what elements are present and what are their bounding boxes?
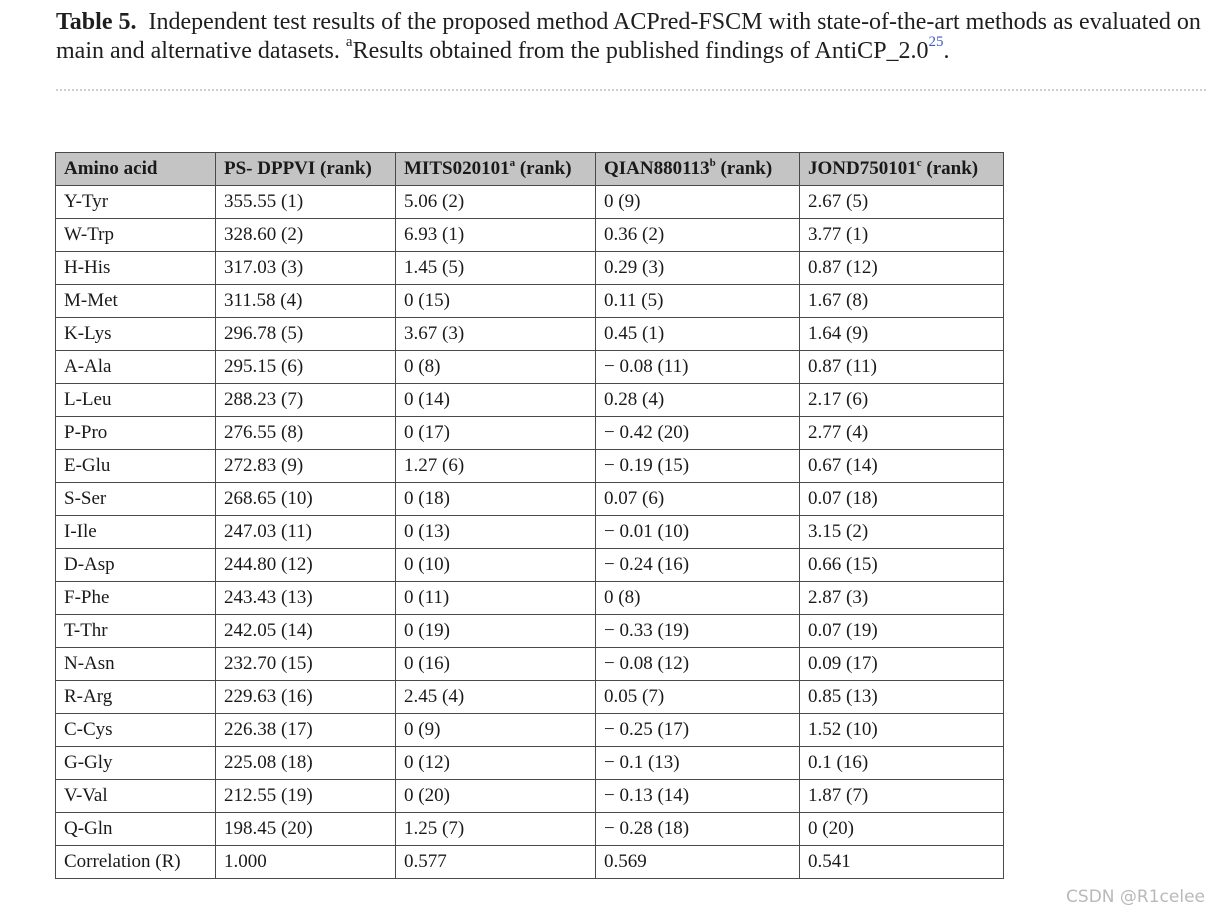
cell-amino-acid: I-Ile bbox=[56, 516, 216, 549]
cell-amino-acid: Correlation (R) bbox=[56, 846, 216, 879]
cell-mits020101: 0 (16) bbox=[396, 648, 596, 681]
cell-amino-acid: T-Thr bbox=[56, 615, 216, 648]
cell-amino-acid: D-Asp bbox=[56, 549, 216, 582]
table-row bbox=[56, 318, 1004, 351]
cell-mits020101: 2.45 (4) bbox=[396, 681, 596, 714]
cell-jond750101: 0.85 (13) bbox=[800, 681, 1004, 714]
cell-ps-dppvi: 247.03 (11) bbox=[216, 516, 396, 549]
table-row bbox=[56, 186, 1004, 219]
cell-ps-dppvi: 198.45 (20) bbox=[216, 813, 396, 846]
header-mits020101: MITS020101$^a$ (rank) bbox=[396, 153, 596, 186]
cell-ps-dppvi: 244.80 (12) bbox=[216, 549, 396, 582]
cell-qian880113: 0 (8) bbox=[596, 582, 800, 615]
cell-ps-dppvi: 225.08 (18) bbox=[216, 747, 396, 780]
cell-amino-acid: E-Glu bbox=[56, 450, 216, 483]
cell-amino-acid: F-Phe bbox=[56, 582, 216, 615]
cell-ps-dppvi: 212.55 (19) bbox=[216, 780, 396, 813]
cell-amino-acid: N-Asn bbox=[56, 648, 216, 681]
cell-mits020101: 0 (20) bbox=[396, 780, 596, 813]
cell-amino-acid: A-Ala bbox=[56, 351, 216, 384]
cell-mits020101: 0 (14) bbox=[396, 384, 596, 417]
table-caption bbox=[56, 8, 1206, 66]
cell-mits020101: 0 (11) bbox=[396, 582, 596, 615]
header-qian880113: QIAN880113$^b$ (rank) bbox=[596, 153, 800, 186]
table-row bbox=[56, 483, 1004, 516]
table-row bbox=[56, 219, 1004, 252]
cell-ps-dppvi: 229.63 (16) bbox=[216, 681, 396, 714]
cell-amino-acid: Y-Tyr bbox=[56, 186, 216, 219]
cell-jond750101: 0.67 (14) bbox=[800, 450, 1004, 483]
cell-qian880113: 0.36 (2) bbox=[596, 219, 800, 252]
results-table bbox=[55, 152, 1004, 879]
table-row bbox=[56, 351, 1004, 384]
table-row bbox=[56, 384, 1004, 417]
cell-ps-dppvi: 311.58 (4) bbox=[216, 285, 396, 318]
cell-amino-acid: S-Ser bbox=[56, 483, 216, 516]
table-row bbox=[56, 747, 1004, 780]
cell-mits020101: 0.577 bbox=[396, 846, 596, 879]
cell-qian880113: − 0.24 (16) bbox=[596, 549, 800, 582]
cell-qian880113: − 0.08 (11) bbox=[596, 351, 800, 384]
cell-jond750101: 0.66 (15) bbox=[800, 549, 1004, 582]
cell-jond750101: 0.87 (12) bbox=[800, 252, 1004, 285]
cell-mits020101: 1.45 (5) bbox=[396, 252, 596, 285]
cell-mits020101: 6.93 (1) bbox=[396, 219, 596, 252]
cell-ps-dppvi: 328.60 (2) bbox=[216, 219, 396, 252]
cell-ps-dppvi: 288.23 (7) bbox=[216, 384, 396, 417]
cell-jond750101: 0.07 (18) bbox=[800, 483, 1004, 516]
cell-ps-dppvi: 232.70 (15) bbox=[216, 648, 396, 681]
cell-qian880113: − 0.01 (10) bbox=[596, 516, 800, 549]
cell-amino-acid: G-Gly bbox=[56, 747, 216, 780]
caption-note-text: Results obtained from the published findings of AntiCP_2.0 bbox=[352, 38, 929, 64]
cell-mits020101: 0 (8) bbox=[396, 351, 596, 384]
table-row bbox=[56, 252, 1004, 285]
cell-ps-dppvi: 355.55 (1) bbox=[216, 186, 396, 219]
cell-mits020101: 5.06 (2) bbox=[396, 186, 596, 219]
cell-amino-acid: H-His bbox=[56, 252, 216, 285]
cell-qian880113: − 0.28 (18) bbox=[596, 813, 800, 846]
caption-text: Independent test results of the proposed method ACPred-FSCM with state-of-the-art methods as evaluated on main and alternative datasets. bbox=[56, 9, 1201, 64]
cell-amino-acid: W-Trp bbox=[56, 219, 216, 252]
cell-qian880113: 0.29 (3) bbox=[596, 252, 800, 285]
table-row bbox=[56, 285, 1004, 318]
table-body bbox=[56, 186, 1004, 879]
cell-mits020101: 0 (10) bbox=[396, 549, 596, 582]
cell-mits020101: 3.67 (3) bbox=[396, 318, 596, 351]
cell-qian880113: 0.28 (4) bbox=[596, 384, 800, 417]
cell-amino-acid: K-Lys bbox=[56, 318, 216, 351]
reference-link[interactable]: 25 bbox=[928, 34, 944, 50]
dotted-divider bbox=[56, 89, 1206, 91]
table-row bbox=[56, 582, 1004, 615]
cell-qian880113: 0.05 (7) bbox=[596, 681, 800, 714]
cell-jond750101: 2.67 (5) bbox=[800, 186, 1004, 219]
table-row bbox=[56, 780, 1004, 813]
cell-amino-acid: V-Val bbox=[56, 780, 216, 813]
cell-ps-dppvi: 317.03 (3) bbox=[216, 252, 396, 285]
cell-ps-dppvi: 268.65 (10) bbox=[216, 483, 396, 516]
table-row bbox=[56, 813, 1004, 846]
cell-jond750101: 0.09 (17) bbox=[800, 648, 1004, 681]
cell-jond750101: 0.87 (11) bbox=[800, 351, 1004, 384]
header-amino-acid: Amino acid bbox=[56, 153, 216, 186]
cell-jond750101: 0.1 (16) bbox=[800, 747, 1004, 780]
cell-qian880113: 0.569 bbox=[596, 846, 800, 879]
header-ps-dppvi: PS- DPPVI (rank) bbox=[216, 153, 396, 186]
cell-mits020101: 0 (9) bbox=[396, 714, 596, 747]
watermark: CSDN @R1celee bbox=[1066, 887, 1205, 907]
cell-amino-acid: L-Leu bbox=[56, 384, 216, 417]
header-jond750101: JOND750101$^c$ (rank) bbox=[800, 153, 1004, 186]
cell-ps-dppvi: 272.83 (9) bbox=[216, 450, 396, 483]
cell-qian880113: − 0.13 (14) bbox=[596, 780, 800, 813]
cell-qian880113: − 0.33 (19) bbox=[596, 615, 800, 648]
cell-jond750101: 1.87 (7) bbox=[800, 780, 1004, 813]
cell-ps-dppvi: 296.78 (5) bbox=[216, 318, 396, 351]
cell-jond750101: 1.64 (9) bbox=[800, 318, 1004, 351]
table-header bbox=[56, 153, 1004, 186]
caption-end: . bbox=[943, 38, 950, 64]
cell-jond750101: 3.15 (2) bbox=[800, 516, 1004, 549]
cell-jond750101: 1.67 (8) bbox=[800, 285, 1004, 318]
cell-jond750101: 0.541 bbox=[800, 846, 1004, 879]
table-row bbox=[56, 615, 1004, 648]
cell-qian880113: 0 (9) bbox=[596, 186, 800, 219]
table-row bbox=[56, 549, 1004, 582]
cell-qian880113: 0.07 (6) bbox=[596, 483, 800, 516]
cell-amino-acid: Q-Gln bbox=[56, 813, 216, 846]
table-row bbox=[56, 516, 1004, 549]
cell-qian880113: 0.11 (5) bbox=[596, 285, 800, 318]
cell-mits020101: 0 (15) bbox=[396, 285, 596, 318]
cell-ps-dppvi: 243.43 (13) bbox=[216, 582, 396, 615]
cell-jond750101: 1.52 (10) bbox=[800, 714, 1004, 747]
cell-mits020101: 1.27 (6) bbox=[396, 450, 596, 483]
cell-ps-dppvi: 295.15 (6) bbox=[216, 351, 396, 384]
cell-qian880113: − 0.1 (13) bbox=[596, 747, 800, 780]
cell-mits020101: 0 (13) bbox=[396, 516, 596, 549]
cell-mits020101: 0 (17) bbox=[396, 417, 596, 450]
cell-amino-acid: M-Met bbox=[56, 285, 216, 318]
cell-qian880113: − 0.42 (20) bbox=[596, 417, 800, 450]
cell-jond750101: 0.07 (19) bbox=[800, 615, 1004, 648]
cell-jond750101: 2.87 (3) bbox=[800, 582, 1004, 615]
cell-amino-acid: R-Arg bbox=[56, 681, 216, 714]
table-row bbox=[56, 417, 1004, 450]
table-row bbox=[56, 450, 1004, 483]
cell-ps-dppvi: 242.05 (14) bbox=[216, 615, 396, 648]
cell-jond750101: 3.77 (1) bbox=[800, 219, 1004, 252]
table-row bbox=[56, 681, 1004, 714]
table-row bbox=[56, 714, 1004, 747]
cell-qian880113: − 0.08 (12) bbox=[596, 648, 800, 681]
table-row bbox=[56, 648, 1004, 681]
cell-amino-acid: P-Pro bbox=[56, 417, 216, 450]
cell-ps-dppvi: 226.38 (17) bbox=[216, 714, 396, 747]
cell-mits020101: 0 (12) bbox=[396, 747, 596, 780]
cell-mits020101: 0 (19) bbox=[396, 615, 596, 648]
caption-note-marker: a bbox=[345, 34, 353, 50]
cell-jond750101: 0 (20) bbox=[800, 813, 1004, 846]
cell-amino-acid: C-Cys bbox=[56, 714, 216, 747]
cell-qian880113: 0.45 (1) bbox=[596, 318, 800, 351]
header-row bbox=[56, 153, 1004, 186]
cell-jond750101: 2.17 (6) bbox=[800, 384, 1004, 417]
caption-label: Table 5. bbox=[56, 9, 137, 35]
cell-qian880113: − 0.19 (15) bbox=[596, 450, 800, 483]
table-row bbox=[56, 846, 1004, 879]
cell-jond750101: 2.77 (4) bbox=[800, 417, 1004, 450]
cell-ps-dppvi: 1.000 bbox=[216, 846, 396, 879]
cell-qian880113: − 0.25 (17) bbox=[596, 714, 800, 747]
cell-mits020101: 0 (18) bbox=[396, 483, 596, 516]
cell-mits020101: 1.25 (7) bbox=[396, 813, 596, 846]
cell-ps-dppvi: 276.55 (8) bbox=[216, 417, 396, 450]
